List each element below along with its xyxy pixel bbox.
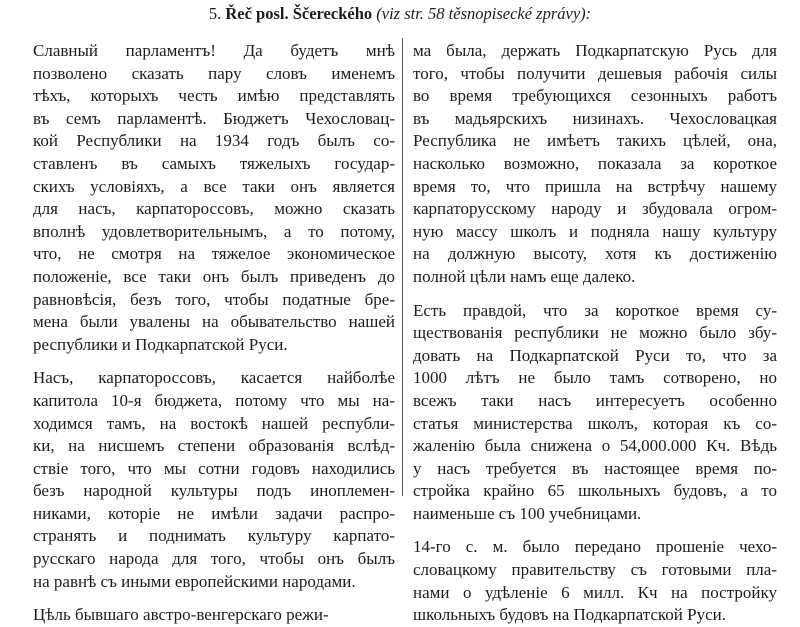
text-line: Республика не имѣетъ такихъ цѣлей, она, bbox=[413, 131, 777, 151]
speech-heading bbox=[0, 4, 800, 24]
text-line: довать на Подкарпатской Руси то, что за bbox=[413, 345, 777, 365]
text-line: ма была, держать Подкарпатскую Русь для bbox=[413, 41, 777, 60]
paragraph-gap bbox=[33, 356, 395, 367]
text-line: въ мадьярскихъ низинахъ. Чехословацкая bbox=[413, 108, 777, 128]
text-line: 1000 лѣтъ не было тамъ сотворено, но bbox=[413, 368, 777, 388]
right-column bbox=[413, 40, 777, 627]
text-line: для насъ, карпатороссовъ, можно сказать bbox=[33, 199, 395, 219]
text-line: ществованія республики не можно было збу- bbox=[413, 323, 777, 343]
paragraph-gap bbox=[413, 525, 777, 536]
text-line: ставленъ въ самыхъ тяжелыхъ государ- bbox=[33, 153, 395, 173]
text-line: словацкому правительству съ готовыми пла- bbox=[413, 560, 777, 580]
text-line: безъ народной культуры подъ иноплемен- bbox=[33, 481, 395, 501]
heading-reference: (viz str. 58 těsnopisecké zprávy): bbox=[376, 4, 592, 23]
text-line: скихъ условіяхъ, а все таки онъ является bbox=[33, 176, 395, 196]
text-line: республики и Подкарпатской Руси. bbox=[33, 334, 288, 354]
text-line: нами о удѣленіе 6 милл. Кч на постройку bbox=[413, 582, 777, 602]
text-line: ходимся тамъ, на востокѣ нашей республи- bbox=[33, 413, 395, 433]
text-line: Цѣль бывшаго австро-венгерскаго режи- bbox=[33, 605, 329, 625]
text-line: ную массу школъ и подняла нашу культуру bbox=[413, 221, 777, 241]
text-line: карпаторусскому народу и збудовала огром- bbox=[413, 199, 777, 219]
text-line: кой Республики на 1934 годъ былъ со- bbox=[33, 131, 395, 151]
text-line: никами, которіе не имѣли задачи распро- bbox=[33, 503, 395, 523]
text-line: школьныхъ будовъ на Подкарпатской Руси. bbox=[413, 605, 726, 625]
text-line: всежъ таки насъ интересуетъ особенно bbox=[413, 390, 777, 410]
paragraph-gap bbox=[413, 289, 777, 300]
text-line: жаленію была снижена о 54,000.000 Кч. Вѣдь bbox=[413, 436, 777, 456]
column-divider bbox=[402, 38, 403, 496]
text-line: 14-го с. м. было передано прошеніе чехо- bbox=[413, 537, 777, 557]
text-line: Славный парламентъ! Да будетъ мнѣ bbox=[33, 41, 395, 60]
text-line: ки, на нисшемъ степени образованія вслѣд- bbox=[33, 436, 395, 456]
text-line: Насъ, карпатороссовъ, касается найболѣе bbox=[33, 368, 395, 388]
text-line: наименьше съ 100 учебницами. bbox=[413, 503, 642, 523]
text-line: у насъ требуется въ настоящее время по- bbox=[413, 458, 777, 478]
text-line: въ семъ парламентѣ. Бюджетъ Чехословац- bbox=[33, 108, 395, 128]
text-line: что, не смотря на тяжелое экономическое bbox=[33, 244, 395, 264]
text-line: стройка крайно 65 школьныхъ будовъ, а то bbox=[413, 481, 777, 501]
text-line: полной цѣли намъ еще далеко. bbox=[413, 266, 636, 286]
heading-title: Řeč posl. Ščereckého bbox=[225, 4, 373, 23]
text-line: капитола 10-я бюджета, потому что мы на- bbox=[33, 390, 395, 410]
paragraph-gap bbox=[33, 593, 395, 604]
text-line: положеніе, все таки онъ былъ приведенъ до bbox=[33, 266, 395, 286]
heading-number: 5. bbox=[208, 4, 222, 23]
text-line: время то, что пришла на встрѣчу нашему bbox=[413, 176, 777, 196]
text-line: того, чтобы получити дешевыя рабочія силы bbox=[413, 63, 777, 83]
text-line: позволено сказать пару словъ именемъ bbox=[33, 63, 395, 83]
text-line: во время требующихся сезонныхъ работъ bbox=[413, 86, 777, 106]
text-line: равновѣсія, безъ того, чтобы податные бре- bbox=[33, 289, 395, 309]
text-line: ствіе того, что мы сотни годовъ находились bbox=[33, 458, 395, 478]
text-line: тѣхъ, которыхъ честь имѣю представлять bbox=[33, 86, 395, 106]
text-line: статья министерства школъ, которая къ со- bbox=[413, 413, 777, 433]
text-line: насколько возможно, показала за короткое bbox=[413, 153, 777, 173]
text-line: вполнѣ удовлетворительнымъ, а то потому, bbox=[33, 221, 395, 241]
text-line: Есть правдой, что за короткое время су- bbox=[413, 300, 777, 320]
text-line: странять и поднимать культуру карпато- bbox=[33, 526, 395, 546]
text-line: русскаго народа для того, чтобы онъ былъ bbox=[33, 549, 395, 569]
text-line: мена были увалены на обывательство нашей bbox=[33, 312, 395, 332]
left-column bbox=[33, 40, 395, 627]
text-line: на должную высоту, хотя къ достиженію bbox=[413, 244, 777, 264]
text-line: на равнѣ съ иными европейскими народами. bbox=[33, 571, 356, 591]
